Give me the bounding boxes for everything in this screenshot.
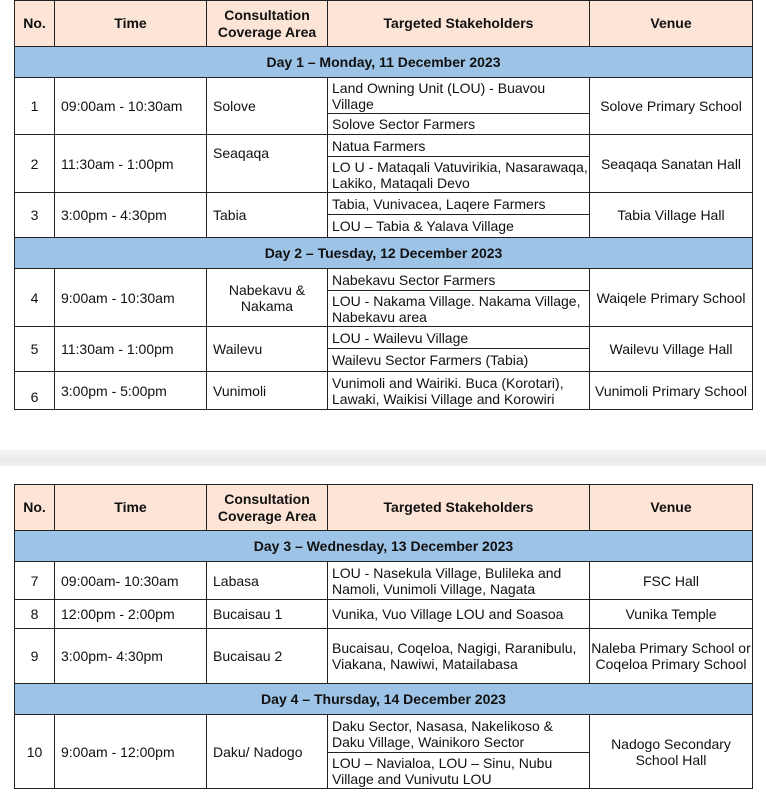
table-row [15, 629, 753, 684]
row-time: 12:00pm - 2:00pm [55, 600, 207, 629]
row-stakeholder: Wailevu Sector Farmers (Tabia) [328, 349, 590, 372]
page-separator [0, 450, 766, 466]
day-row [15, 238, 753, 269]
table-row [15, 327, 753, 349]
table-row [15, 269, 753, 291]
header-area: Consultation Coverage Area [207, 485, 328, 531]
header-area: Consultation Coverage Area [207, 1, 328, 47]
row-stakeholder: Nabekavu Sector Farmers [328, 269, 590, 291]
row-number: 1 [15, 78, 55, 135]
row-stakeholder: LOU - Nasekula Village, Bulileka and Namoli, Vunimoli Village, Nagata [328, 562, 590, 600]
row-time: 3:00pm- 4:30pm [55, 629, 207, 684]
row-number: 5 [15, 327, 55, 372]
row-number: 7 [15, 562, 55, 600]
header-row [15, 485, 753, 531]
row-stakeholder: Solove Sector Farmers [328, 114, 590, 135]
row-area: Labasa [207, 562, 328, 600]
header-venue: Venue [590, 1, 753, 47]
row-venue: FSC Hall [590, 562, 753, 600]
header-no: No. [15, 1, 55, 47]
header-time: Time [55, 1, 207, 47]
header-time: Time [55, 485, 207, 531]
row-time: 9:00am - 10:30am [55, 269, 207, 327]
row-venue: Vunimoli Primary School [590, 372, 753, 410]
row-area: Vunimoli [207, 372, 328, 410]
day-title: Day 2 – Tuesday, 12 December 2023 [15, 238, 753, 269]
day-row [15, 531, 753, 562]
row-venue: Solove Primary School [590, 78, 753, 135]
row-stakeholder: LOU - Nakama Village. Nakama Village, Nabekavu area [328, 291, 590, 327]
row-time: 09:00am - 10:30am [55, 78, 207, 135]
table-row [15, 600, 753, 629]
table-row [15, 562, 753, 600]
row-venue: Seaqaqa Sanatan Hall [590, 135, 753, 193]
row-time: 9:00am - 12:00pm [55, 715, 207, 789]
row-area: Solove [207, 78, 328, 135]
row-stakeholder: LOU - Wailevu Village [328, 327, 590, 349]
day-title: Day 3 – Wednesday, 13 December 2023 [15, 531, 753, 562]
header-stakeholders: Targeted Stakeholders [328, 1, 590, 47]
row-number: 10 [15, 715, 55, 789]
row-area: Bucaisau 1 [207, 600, 328, 629]
row-stakeholder: Vunika, Vuo Village LOU and Soasoa [328, 600, 590, 629]
day-title: Day 1 – Monday, 11 December 2023 [15, 47, 753, 78]
row-stakeholder: Natua Farmers [328, 135, 590, 157]
row-number: 8 [15, 600, 55, 629]
table-row [15, 193, 753, 215]
row-number: 3 [15, 193, 55, 238]
row-stakeholder: Daku Sector, Nasasa, Nakelikoso & Daku Village, Wainikoro Sector [328, 715, 590, 753]
row-stakeholder: LO U - Mataqali Vatuvirikia, Nasarawaqa, Lakiko, Mataqali Devo [328, 157, 590, 193]
schedule-table-1 [14, 0, 752, 410]
table-row [15, 715, 753, 753]
row-number: 2 [15, 135, 55, 193]
row-venue: Tabia Village Hall [590, 193, 753, 238]
day-row [15, 684, 753, 715]
row-stakeholder: LOU – Navialoa, LOU – Sinu, Nubu Village and Vunivutu LOU [328, 753, 590, 789]
row-time: 11:30am - 1:00pm [55, 135, 207, 193]
row-number: 6 [15, 372, 55, 410]
row-area: Tabia [207, 193, 328, 238]
row-area: Daku/ Nadogo [207, 715, 328, 789]
row-time: 3:00pm - 4:30pm [55, 193, 207, 238]
row-venue: Waiqele Primary School [590, 269, 753, 327]
table-row [15, 78, 753, 114]
row-time: 09:00am- 10:30am [55, 562, 207, 600]
table-row [15, 372, 753, 410]
row-venue: Naleba Primary School or Coqeloa Primary School [590, 629, 753, 684]
row-venue: Nadogo Secondary School Hall [590, 715, 753, 789]
row-stakeholder: Bucaisau, Coqeloa, Nagigi, Raranibulu, Viakana, Nawiwi, Matailabasa [328, 629, 590, 684]
row-stakeholder: Vunimoli and Wairiki. Buca (Korotari), Lawaki, Waikisi Village and Korowiri [328, 372, 590, 410]
header-no: No. [15, 485, 55, 531]
row-time: 3:00pm - 5:00pm [55, 372, 207, 410]
row-stakeholder: LOU – Tabia & Yalava Village [328, 215, 590, 238]
header-stakeholders: Targeted Stakeholders [328, 485, 590, 531]
row-number: 9 [15, 629, 55, 684]
row-stakeholder: Tabia, Vunivacea, Laqere Farmers [328, 193, 590, 215]
row-time: 11:30am - 1:00pm [55, 327, 207, 372]
header-venue: Venue [590, 485, 753, 531]
row-area: Wailevu [207, 327, 328, 372]
row-venue: Wailevu Village Hall [590, 327, 753, 372]
header-row [15, 1, 753, 47]
row-area: Nabekavu & Nakama [207, 269, 328, 327]
day-row [15, 47, 753, 78]
schedule-table-2 [14, 484, 752, 789]
day-title: Day 4 – Thursday, 14 December 2023 [15, 684, 753, 715]
row-number: 4 [15, 269, 55, 327]
row-area: Bucaisau 2 [207, 629, 328, 684]
table-row [15, 135, 753, 157]
row-venue: Vunika Temple [590, 600, 753, 629]
row-area: Seaqaqa [207, 135, 328, 193]
row-stakeholder: Land Owning Unit (LOU) - Buavou Village [328, 78, 590, 114]
